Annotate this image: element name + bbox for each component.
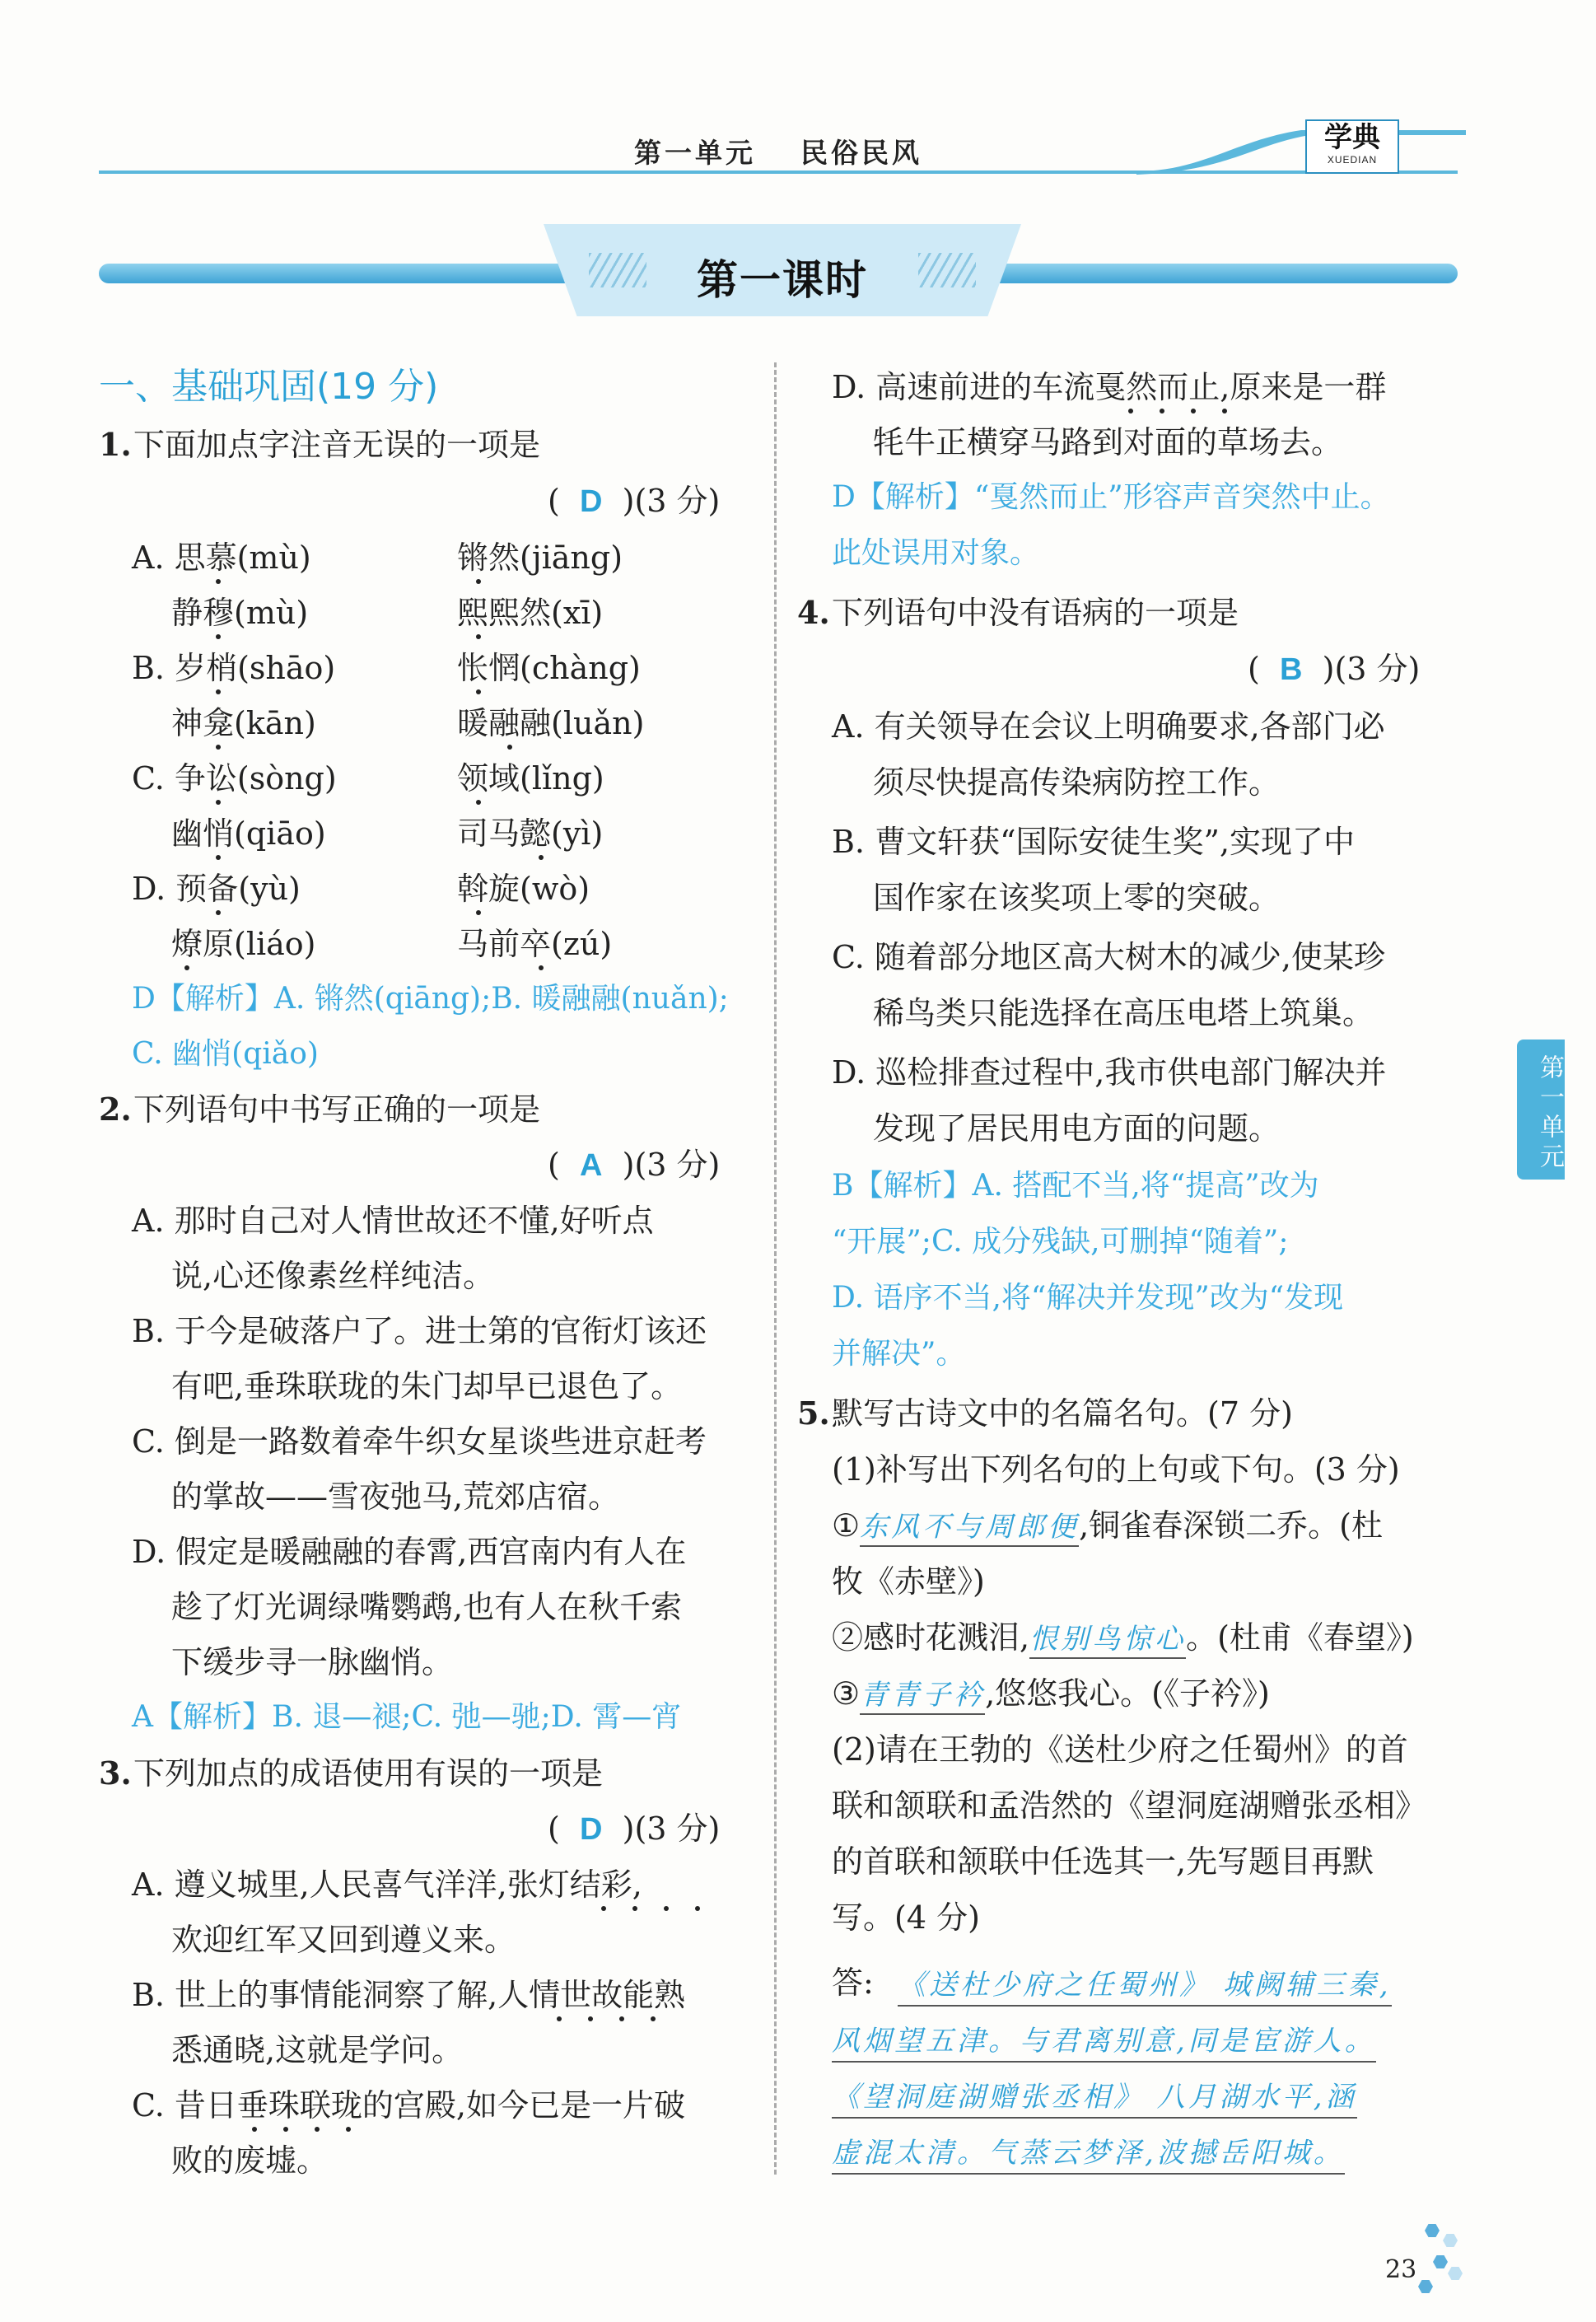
q5-answer-line3: 《望洞庭湖赠张丞相》 八月湖水平,涵 [832,2079,1357,2119]
q4-analysis-line3: D. 语序不当,将“解决并发现”改为“发现 [832,1281,1344,1315]
emphasis-dot [184,965,189,970]
emphasis-dot [1128,409,1133,413]
emphasis-dot [664,1906,669,1911]
header-rule [99,171,1458,174]
q3-stem: 下列加点的成语使用有误的一项是 [133,1755,604,1792]
emphasis-dot [695,1906,700,1911]
q3-option-a-line1: A. 遵义城里,人民喜气洋洋,张灯结彩, [132,1866,642,1903]
q1-option-b4: 暖融融(luǎn) [457,705,645,741]
q1-analysis-line2: C. 幽悄(qiǎo) [132,1037,319,1071]
emphasis-dot [619,2016,624,2021]
q1-answer-slot: ( D )(3 分) [548,483,721,519]
hex-decoration [1425,2224,1440,2237]
q2-option-c-line1: C. 倒是一路数着牵牛织女星谈些进京赶考 [132,1423,707,1460]
q1-option-a2: 锵然(jiāng) [457,540,623,576]
emphasis-dot [557,2016,562,2021]
emphasis-dot [216,745,221,750]
q5-answer-2: 恨别鸟惊心 [1029,1623,1186,1659]
emphasis-dot [539,965,544,970]
unit-title: 民俗民风 [800,137,922,169]
q5-sub2-line1: (2)请在王勃的《送杜少府之任蜀州》的首 [832,1731,1408,1768]
q1-stem: 下面加点字注音无误的一项是 [133,427,541,463]
q3-option-b-line1: B. 世上的事情能洞察了解,人情世故能熟 [132,1977,686,2013]
q1-option-d4: 马前卒(zú) [457,926,613,962]
unit-side-tab: 第一单元 [1517,1040,1565,1180]
hex-decoration [1443,2234,1458,2247]
q3-number: 3. [99,1754,132,1792]
hex-decoration [1433,2255,1448,2268]
section-title: 一、基础巩固(19 分) [99,366,439,408]
emphasis-dot [346,2127,351,2132]
running-header [634,132,922,171]
emphasis-dot [476,910,481,915]
q4-option-a-line2: 须尽快提高传染病防控工作。 [873,764,1281,801]
q3-option-c-line1: C. 昔日垂珠联珑的宫殿,如今已是一片破 [132,2087,685,2123]
q1-option-c3: 幽悄(qiāo) [171,815,326,852]
emphasis-dot [1191,409,1196,413]
emphasis-dot [476,579,481,584]
q5-answer-label: 答: [832,1965,874,2001]
q1-option-b3: 神龛(kān) [171,705,316,741]
q4-option-d-line1: D. 巡检排查过程中,我市供电部门解决并 [832,1054,1387,1091]
q2-option-d-line1: D. 假定是暖融融的春霄,西宫南内有人在 [132,1534,687,1570]
header-swoosh [1136,124,1466,175]
q5-answer-line1: 《送杜少府之任蜀州》 城阙辅三秦, [898,1967,1392,2007]
q4-answer-slot: ( B )(3 分) [1248,651,1421,687]
page-number: 23 [1385,2255,1417,2284]
q2-number: 2. [99,1091,132,1128]
emphasis-dot [216,910,221,915]
hex-decoration [1448,2267,1463,2280]
q2-option-d-line2: 趁了灯光调绿嘴鹦鹉,也有人在秋千索 [171,1589,683,1625]
q1-option-b2: 怅惘(chàng) [457,650,641,686]
q5-stem: 默写古诗文中的名篇名句。(7 分) [832,1395,1293,1432]
q4-stem: 下列语句中没有语病的一项是 [832,595,1239,631]
q1-option-a3: 静穆(mù) [171,595,309,631]
q1-option-d3: 燎原(liáo) [171,926,316,962]
emphasis-dot [216,634,221,639]
emphasis-dot [507,745,512,750]
publisher-logo: 学典 XUEDIAN [1305,119,1399,174]
emphasis-dot [601,1906,606,1911]
q1-option-c1: C. 争讼(sòng) [132,760,337,797]
q5-sub2-line4: 写。(4 分) [832,1899,980,1936]
lesson-title: 第一课时 [697,255,868,304]
q5-sub2-line3: 的首联和颔联中任选其一,先写题目再默 [832,1843,1374,1880]
q4-option-d-line2: 发现了居民用电方面的问题。 [873,1110,1281,1147]
q4-option-a-line1: A. 有关领导在会议上明确要求,各部门必 [832,708,1385,745]
q3-analysis-line2: 此处误用对象。 [832,536,1040,570]
q1-option-a4: 熙熙然(xī) [457,595,604,631]
q4-option-c-line2: 稀鸟类只能选择在高压电塔上筑巢。 [873,995,1374,1031]
emphasis-dot [651,2016,656,2021]
q5-sub2-line2: 联和颔联和孟浩然的《望洞庭湖赠张丞相》 [832,1787,1427,1824]
q2-option-b-line2: 有吧,垂珠联珑的朱门却早已退色了。 [171,1368,683,1404]
unit-label: 第一单元 [634,137,756,169]
q5-sub1: (1)补写出下列名句的上句或下句。(3 分) [832,1451,1400,1488]
emphasis-dot [632,1906,637,1911]
q3-option-b-line2: 悉通晓,这就是学问。 [171,2032,464,2068]
q4-number: 4. [797,594,830,631]
emphasis-dot [315,2127,320,2132]
emphasis-dot [216,579,221,584]
q2-answer-slot: ( A )(3 分) [548,1147,721,1183]
q5-answer-line2: 风烟望五津。与君离别意,同是宦游人。 [832,2023,1376,2063]
q2-option-d-line3: 下缓步寻一脉幽悄。 [171,1644,454,1680]
emphasis-dot [539,855,544,860]
emphasis-dot [476,634,481,639]
q2-stem: 下列语句中书写正确的一项是 [133,1091,541,1128]
q1-option-d2: 斡旋(wò) [457,871,590,907]
q5-line1-cont: 牧《赤壁》) [832,1563,985,1600]
q5-line2: ②感时花溅泪,恨别鸟惊心。(杜甫《春望》) [832,1619,1414,1657]
q2-option-a-line2: 说,心还像素丝样纯洁。 [171,1258,495,1294]
q4-option-b-line2: 国作家在该奖项上零的突破。 [873,880,1281,916]
q2-option-a-line1: A. 那时自己对人情世故还不懂,好听点 [132,1203,654,1239]
q2-answer: A [580,1148,603,1183]
q3-analysis-line1: D【解析】“戛然而止”形容声音突然中止。 [832,480,1390,514]
emphasis-dot [283,2127,288,2132]
emphasis-dot [476,689,481,694]
q1-option-d1: D. 预备(yù) [132,871,301,907]
q1-number: 1. [99,426,132,463]
q1-answer: D [580,484,603,519]
q4-analysis-line4: 并解决”。 [832,1337,966,1371]
q5-line3: ③青青子衿,悠悠我心。(《子衿》) [832,1675,1270,1713]
q1-option-a1: A. 思慕(mù) [132,540,311,576]
q4-answer: B [1280,652,1303,687]
emphasis-dot [252,2127,257,2132]
q4-analysis-line1: B【解析】A. 搭配不当,将“提高”改为 [832,1169,1319,1203]
q3-option-c-line2: 败的废墟。 [171,2142,329,2179]
q5-answer-line4: 虚混太清。气蒸云梦泽,波撼岳阳城。 [832,2135,1345,2175]
q5-answer-3: 青青子衿 [860,1679,985,1715]
q1-option-c2: 领域(lǐng) [457,760,604,797]
q3-option-d-line2: 牦牛正横穿马路到对面的草场去。 [873,424,1343,460]
q3-option-a-line2: 欢迎红军又回到遵义来。 [171,1922,516,1958]
q1-option-c4: 司马懿(yì) [457,815,604,852]
q5-line1: ①东风不与周郎便,铜雀春深锁二乔。(杜 [832,1507,1383,1545]
emphasis-dot [216,800,221,805]
q2-analysis: A【解析】B. 退—褪;C. 弛—驰;D. 霄—宵 [132,1700,682,1734]
q5-number: 5. [797,1395,830,1432]
q1-analysis-line1: D【解析】A. 锵然(qiāng);B. 暖融融(nuǎn); [132,982,729,1016]
column-divider [774,362,777,2175]
q3-answer-slot: ( D )(3 分) [548,1810,721,1847]
q2-option-b-line1: B. 于今是破落户了。进士第的官衔灯该还 [132,1313,707,1349]
q1-option-b1: B. 岁梢(shāo) [132,650,336,686]
q4-option-c-line1: C. 随着部分地区高大树木的减少,使某珍 [832,939,1385,975]
q5-answer-1: 东风不与周郎便 [860,1511,1079,1547]
q2-option-c-line2: 的掌故——雪夜弛马,荒郊店宿。 [171,1479,620,1515]
emphasis-dot [588,2016,593,2021]
emphasis-dot [216,855,221,860]
q4-option-b-line1: B. 曹文轩获“国际安徒生奖”,实现了中 [832,824,1356,860]
q3-answer: D [580,1812,603,1847]
emphasis-dot [1222,409,1227,413]
hex-decoration [1418,2280,1433,2293]
emphasis-dot [476,800,481,805]
q4-analysis-line2: “开展”;C. 成分残缺,可删掉“随着”; [832,1225,1289,1259]
emphasis-dot [216,689,221,694]
q3-option-d-line1: D. 高速前进的车流戛然而止,原来是一群 [832,369,1387,405]
emphasis-dot [1160,409,1164,413]
